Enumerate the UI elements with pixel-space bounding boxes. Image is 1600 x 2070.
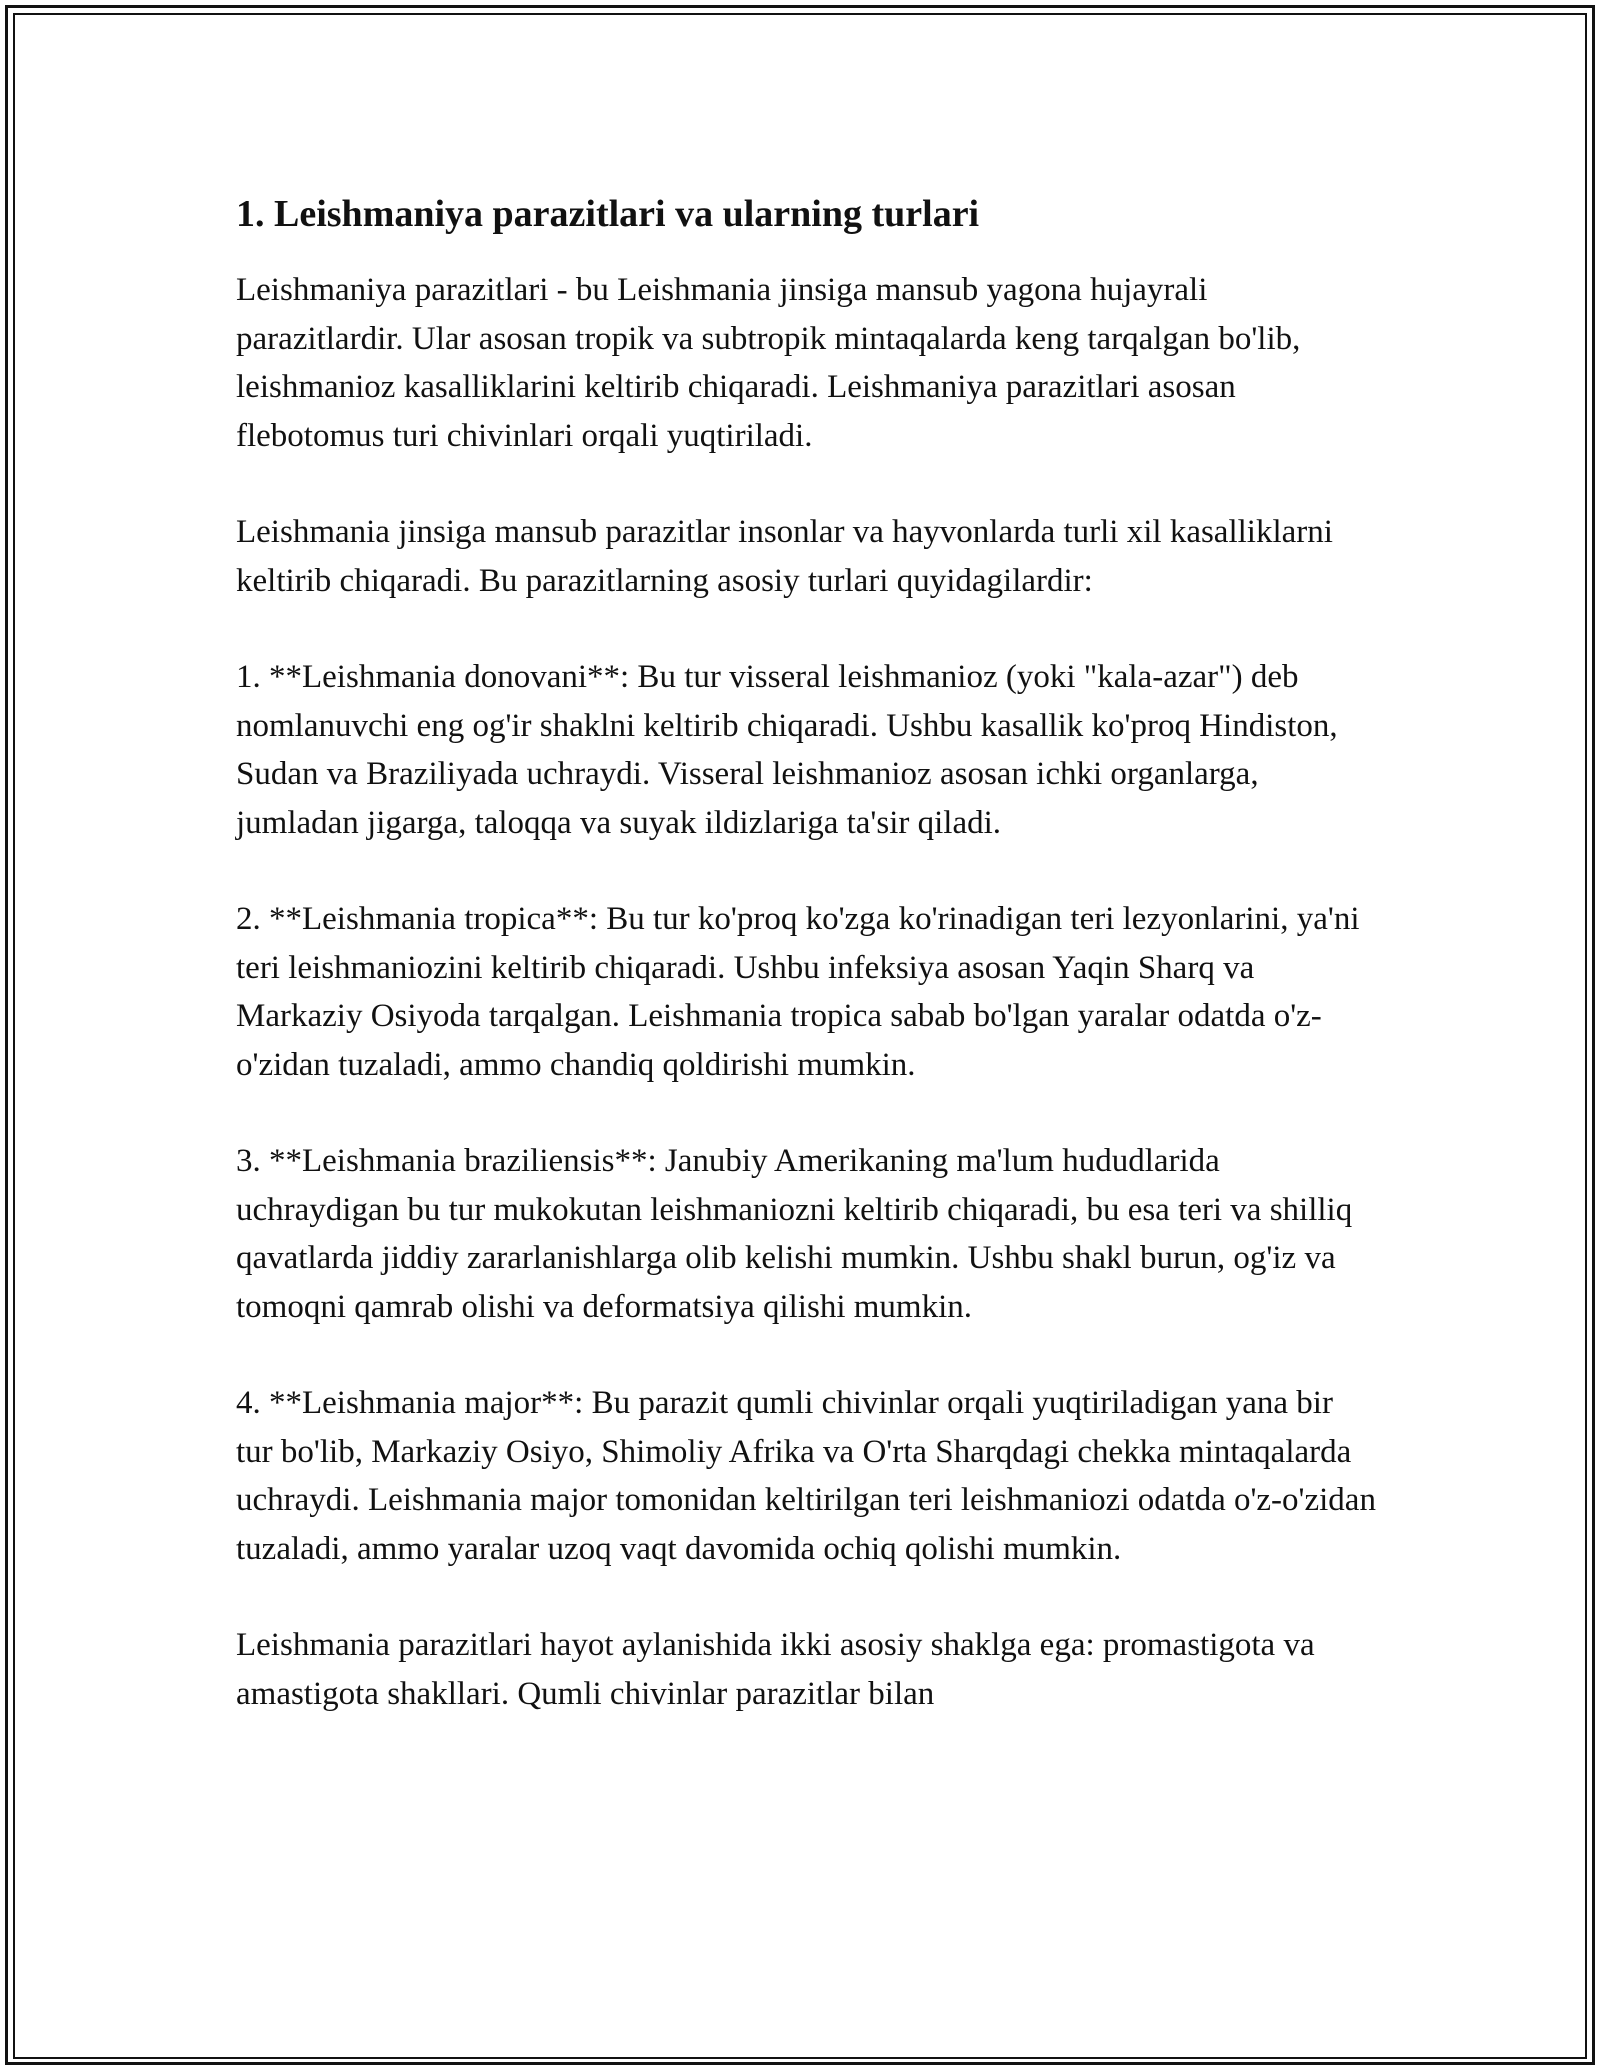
- paragraph-life-cycle: Leishmania parazitlari hayot aylanishida ikki asosiy shaklga ega: promastigota va amastigota shakllari. Qumli chivinlar parazitlar bilan: [236, 1627, 1315, 1712]
- paragraph-donovani: 1. **Leishmania donovani**: Bu tur visseral leishmanioz (yoki "kala-azar") deb nomlanuvchi eng og'ir shaklni keltirib chiqaradi. Ushbu kasallik ko'proq Hindiston, Sudan va Braziliyada uchraydi. Visseral leishmanioz asosan ichki organlarga, jumladan jigarga, taloqqa va suyak ildizlariga ta'sir qiladi.: [236, 659, 1338, 841]
- document-body: [236, 188, 1376, 1718]
- section-heading: 1. Leishmaniya parazitlari va ularning turlari: [236, 193, 980, 235]
- paragraph-types-intro: Leishmania jinsiga mansub parazitlar insonlar va hayvonlarda turli xil kasalliklarni keltirib chiqaradi. Bu parazitlarning asosiy turlari quyidagilardir:: [236, 514, 1333, 599]
- paragraph-tropica: 2. **Leishmania tropica**: Bu tur ko'proq ko'zga ko'rinadigan teri lezyonlarini, ya'ni teri leishmaniozini keltirib chiqaradi. Ushbu infeksiya asosan Yaqin Sharq va Markaziy Osiyoda tarqalgan. Leishmania tropica sabab bo'lgan yaralar odatda o'z-o'zidan tuzaladi, ammo chandiq qoldirishi mumkin.: [236, 901, 1360, 1083]
- paragraph-intro: Leishmaniya parazitlari - bu Leishmania jinsiga mansub yagona hujayrali parazitlardir. Ular asosan tropik va subtropik mintaqalarda keng tarqalgan bo'lib, leishmanioz kasalliklarini keltirib chiqaradi. Leishmaniya parazitlari asosan flebotomus turi chivinlari orqali yuqtiriladi.: [236, 272, 1301, 454]
- paragraph-braziliensis: 3. **Leishmania braziliensis**: Janubiy Amerikaning ma'lum hududlarida uchraydigan bu tur mukokutan leishmaniozni keltirib chiqaradi, bu esa teri va shilliq qavatlarda jiddiy zararlanishlarga olib kelishi mumkin. Ushbu shakl burun, og'iz va tomoqni qamrab olishi va deformatsiya qilishi mumkin.: [236, 1143, 1353, 1325]
- paragraph-major: 4. **Leishmania major**: Bu parazit qumli chivinlar orqali yuqtiriladigan yana bir tur bo'lib, Markaziy Osiyo, Shimoliy Afrika va O'rta Sharqdagi chekka mintaqalarda uchraydi. Leishmania major tomonidan keltirilgan teri leishmaniozi odatda o'z-o'zidan tuzaladi, ammo yaralar uzoq vaqt davomida ochiq qolishi mumkin.: [236, 1385, 1376, 1567]
